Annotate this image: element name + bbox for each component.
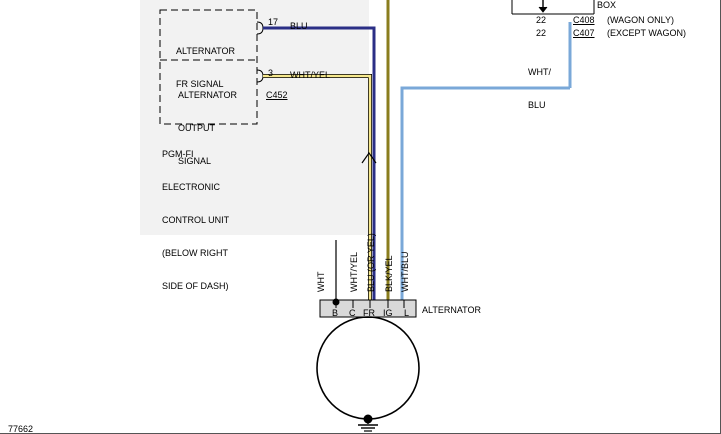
ecu-pin-1-number: 3: [268, 68, 274, 78]
ecu-pin-1-wire-color: WHT/YEL: [290, 70, 331, 80]
fuse-box-row-1-connector: C407: [573, 28, 595, 38]
figure-id: 77662: [8, 424, 34, 434]
ecu-pin-1-name-line3: SIGNAL: [178, 156, 212, 166]
fuse-box-wire-label-line1: WHT/: [528, 67, 551, 77]
wire-label-wht-blu: WHT/BLU: [400, 251, 410, 292]
alternator-terminal-fr: FR: [363, 308, 375, 318]
wire-label-wht: WHT: [316, 271, 326, 292]
alternator-terminal-c: C: [349, 308, 356, 318]
ecu-description-line2: ELECTRONIC: [162, 182, 221, 192]
fuse-box-title: BOX: [597, 0, 617, 10]
alternator-label: ALTERNATOR: [422, 305, 482, 315]
alternator-terminal-b: B: [332, 308, 339, 318]
fuse-box-row-0-connector: C408: [573, 15, 595, 25]
alternator-terminal-l: L: [404, 308, 410, 318]
alternator-terminal-ig: IG: [383, 308, 393, 318]
ecu-description-line1: PGM-FI: [162, 149, 194, 159]
ecu-pin-0-name-line2: FR SIGNAL: [176, 79, 224, 89]
ecu-pin-1-name-line2: OUTPUT: [178, 123, 215, 133]
ecu-pin-0-number: 17: [268, 17, 279, 27]
ecu-pin-0-wire-color: BLU: [290, 21, 308, 31]
fuse-box-row-0-note: (WAGON ONLY): [607, 15, 674, 25]
ecu-connector-label: C452: [266, 90, 288, 100]
ecu-pin-1-name-line1: ALTERNATOR: [178, 90, 238, 100]
ecu-description-line4: (BELOW RIGHT: [162, 248, 229, 258]
ecu-description-line3: CONTROL UNIT: [162, 215, 230, 225]
ecu-pin-0-name-line1: ALTERNATOR: [176, 46, 236, 56]
wire-label-wht-yel: WHT/YEL: [349, 251, 359, 292]
fuse-box-row-1-note: (EXCEPT WAGON): [607, 28, 687, 38]
wire-label-blk-yel: BLK/YEL: [384, 255, 394, 292]
fuse-box-wire-label: [528, 45, 551, 133]
fuse-box-row-0-gauge: 22: [536, 15, 547, 25]
wire-label-blu-or-yel: BLU (OR YEL): [366, 233, 376, 292]
ecu-description-line5: SIDE OF DASH): [162, 281, 229, 291]
fuse-box-row-1-gauge: 22: [536, 28, 547, 38]
ecu-description: [162, 127, 229, 314]
fuse-box-wire-label-line2: BLU: [528, 100, 546, 110]
